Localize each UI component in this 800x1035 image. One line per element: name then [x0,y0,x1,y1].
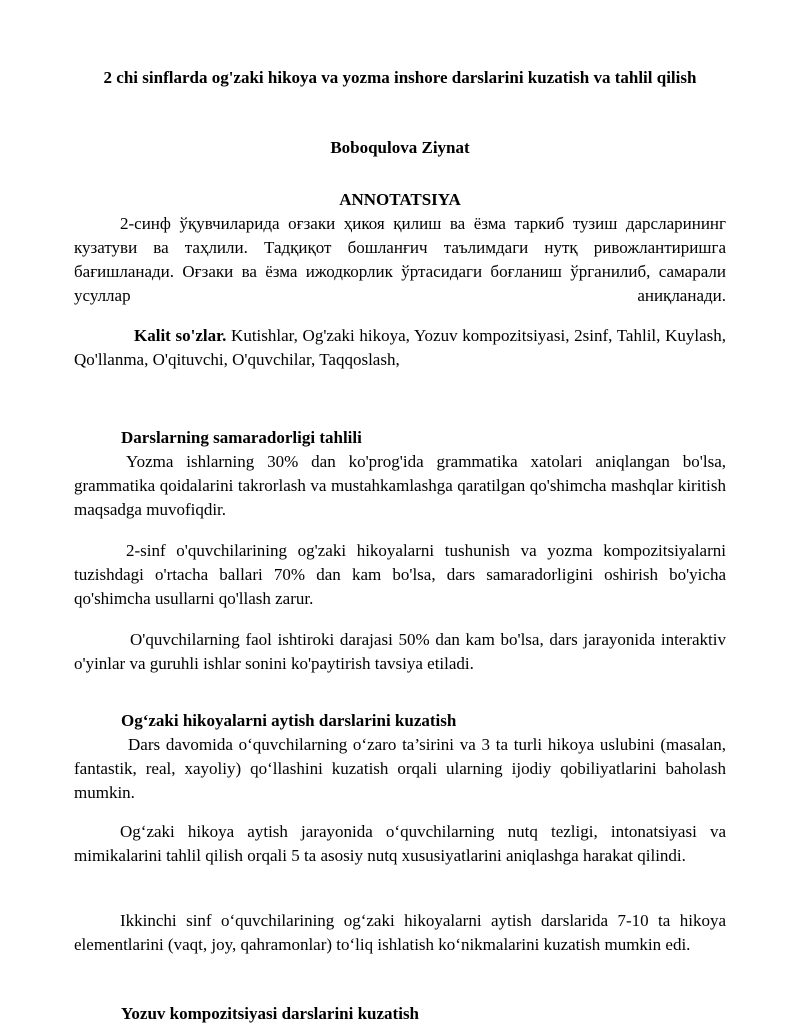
document-title: 2 chi sinflarda og'zaki hikoya va yozma inshore darslarini kuzatish va tahlil qilish [103,68,697,87]
section-heading-oral-stories: Og‘zaki hikoyalarni aytish darslarini kuzatish [121,711,457,730]
section-heading-writing-composition: Yozuv kompozitsiyasi darslarini kuzatish [121,1004,420,1023]
paragraph-average-scores: 2-sinf o'quvchilarining og'zaki hikoyalarni tushunish va yozma kompozitsiyalarni tuzishdagi o'rtacha ballari 70% dan kam bo'lsa, dars samaradorligini oshirish bo'yicha qo'shimcha usullarni qo'llash zarur. [74,541,726,608]
author-name: Boboqulova Ziynat [330,138,470,157]
annotation-text: 2-синф ўқувчиларида оғзаки ҳикоя қилиш ва ёзма таркиб тузиш дарсларининг кузатуви ва таҳлили. Тадқиқот бошланғич таълимдаги нутқ ривожлантиришга бағишланади. Оғзаки ва ёзма ижодкорлик ўртасидаги боғланиш ўрганилиб, самарали усуллар аниқланади. [74,214,726,305]
annotation-heading: ANNOTATSIYA [339,190,461,209]
paragraph-story-elements: Ikkinchi sinf o‘quvchilarining og‘zaki hikoyalarni aytish darslarida 7-10 ta hikoya elementlarini (vaqt, joy, qahramonlar) to‘liq ishlatish ko‘nikmalarini kuzatish mumkin edi. [74,911,726,954]
paragraph-participation: O'quvchilarning faol ishtiroki darajasi 50% dan kam bo'lsa, dars jarayonida interaktiv o'yinlar va guruhli ishlar sonini ko'paytirish tavsiya etiladi. [74,630,726,673]
keywords-paragraph [74,324,726,372]
section-heading-effectiveness: Darslarning samaradorligi tahlili [121,428,362,447]
paragraph-speech-features: Og‘zaki hikoya aytish jarayonida o‘quvchilarning nutq tezligi, intonatsiyasi va mimikalarini tahlil qilish orqali 5 ta asosiy nutq xususiyatlarini aniqlashga harakat qilindi. [74,822,726,865]
paragraph-grammar-errors: Yozma ishlarning 30% dan ko'prog'ida grammatika xatolari aniqlangan bo'lsa, grammatika qoidalarini takrorlash va mustahkamlashga qaratilgan qo'shimcha mashqlar kiritish maqsadga muvofiqdir. [74,452,726,519]
keywords-text: Kutishlar, Og'zaki hikoya, Yozuv kompozitsiyasi, 2sinf, Tahlil, Kuylash, Qo'llanma, O'qituvchi, O'quvchilar, Taqqoslash, [74,326,726,369]
keywords-label: Kalit so'zlar. [134,326,227,345]
paragraph-story-styles: Dars davomida o‘quvchilarning o‘zaro ta’sirini va 3 ta turli hikoya uslubini (masalan, fantastik, real, xayoliy) qo‘llashini kuzatish orqali ularning ijodiy qobiliyatlarini baholash mumkin. [74,735,726,802]
